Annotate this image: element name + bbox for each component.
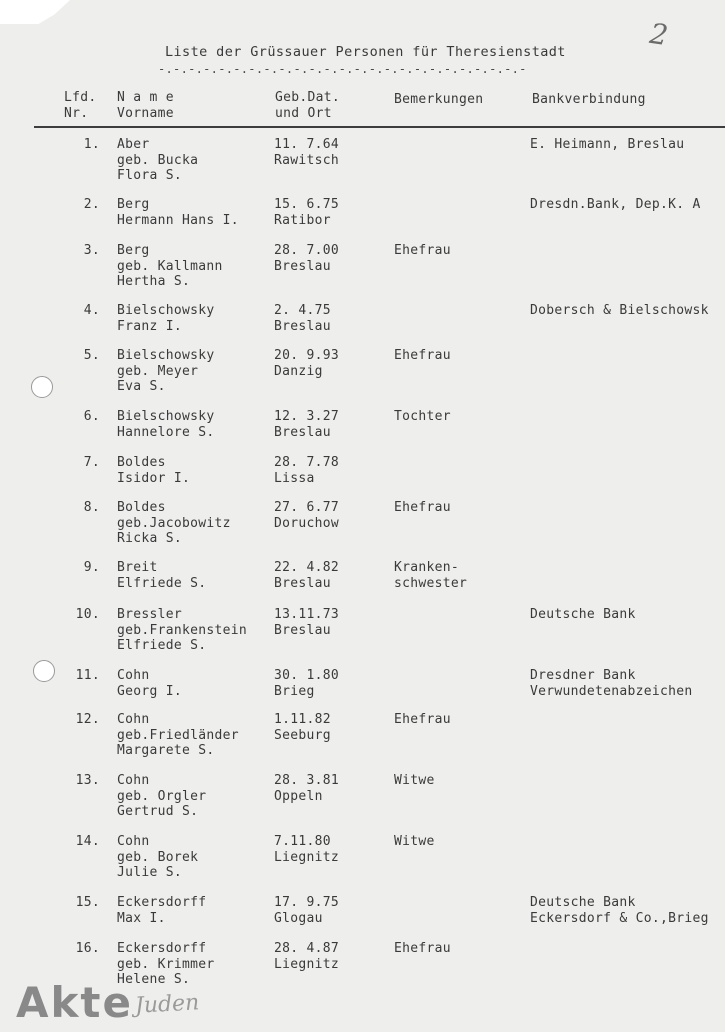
entry-remarks-line: Kranken- bbox=[394, 560, 460, 575]
entry-name bbox=[117, 607, 247, 654]
entry-name-line: Julie S. bbox=[117, 865, 183, 880]
entry-birth-line: 28. 7.00 bbox=[274, 243, 340, 258]
entry-birth bbox=[274, 455, 339, 486]
header-name-line-2: Vorname bbox=[117, 106, 174, 121]
entry-number: 11. bbox=[75, 668, 100, 683]
entry-birth bbox=[274, 834, 339, 865]
document-title: Liste der Grüssauer Personen für Theresienstadt bbox=[165, 44, 566, 60]
entry-birth-line: 2. 4.75 bbox=[274, 303, 331, 318]
entry-birth-line: Danzig bbox=[274, 363, 323, 379]
entry-name-line: Bressler bbox=[117, 607, 183, 622]
header-nr-line-1: Lfd. bbox=[64, 90, 97, 105]
entry-bank-line: Eckersdorf & Co.,Brieg bbox=[530, 910, 709, 926]
entry-birth-line: Breslau bbox=[274, 318, 331, 334]
entry-name-line: Cohn bbox=[117, 668, 150, 683]
header-rule bbox=[34, 126, 725, 128]
entry-number: 9. bbox=[83, 560, 100, 575]
entry-name-line: Georg I. bbox=[117, 683, 183, 699]
entry-remarks bbox=[394, 941, 451, 957]
handwritten-note: Juden bbox=[134, 990, 200, 1019]
header-remarks-line-1: Bemerkungen bbox=[394, 92, 484, 107]
entry-remarks-line: Ehefrau bbox=[394, 243, 451, 258]
entry-birth-line: Breslau bbox=[274, 258, 331, 274]
entry-name-line: geb.Friedländer bbox=[117, 727, 239, 743]
entry-name bbox=[117, 773, 206, 820]
entry-name-line: Berg bbox=[117, 243, 150, 258]
entry-name-line: Boldes bbox=[117, 500, 166, 515]
header-date-line-2: und Ort bbox=[275, 106, 332, 121]
entry-remarks bbox=[394, 243, 451, 259]
header-nr bbox=[64, 90, 97, 122]
entry-remarks bbox=[394, 348, 451, 364]
entry-birth-line: Glogau bbox=[274, 910, 323, 926]
entry-name-line: Aber bbox=[117, 137, 150, 152]
entry-birth-line: 20. 9.93 bbox=[274, 348, 340, 363]
entry-name-line: Hermann Hans I. bbox=[117, 212, 239, 228]
entry-name-line: geb. Kallmann bbox=[117, 258, 223, 274]
entry-name-line: Helene S. bbox=[117, 972, 191, 987]
entry-birth-line: Brieg bbox=[274, 683, 315, 699]
entry-name bbox=[117, 560, 206, 591]
entry-number: 1. bbox=[83, 137, 100, 152]
entry-birth-line: 12. 3.27 bbox=[274, 409, 340, 424]
entry-birth-line: Seeburg bbox=[274, 727, 331, 743]
entry-name-line: Isidor I. bbox=[117, 470, 191, 486]
entry-birth-line: 22. 4.82 bbox=[274, 560, 340, 575]
entry-name bbox=[117, 500, 231, 547]
entry-remarks-line: schwester bbox=[394, 575, 468, 591]
entry-number: 2. bbox=[83, 197, 100, 212]
entry-birth-line: 30. 1.80 bbox=[274, 668, 340, 683]
entry-name-line: Eva S. bbox=[117, 379, 166, 394]
entry-birth-line: Doruchow bbox=[274, 515, 340, 531]
entry-birth-line: Ratibor bbox=[274, 212, 331, 228]
entry-birth-line: Breslau bbox=[274, 575, 331, 591]
entry-birth-line: 28. 3.81 bbox=[274, 773, 340, 788]
entry-name-line: Margarete S. bbox=[117, 743, 215, 758]
entry-remarks bbox=[394, 409, 451, 425]
header-bank-line-1: Bankverbindung bbox=[532, 92, 646, 107]
entry-name bbox=[117, 348, 215, 395]
entry-name-line: Gertrud S. bbox=[117, 804, 199, 819]
entry-name bbox=[117, 137, 198, 184]
entry-remarks-line: Ehefrau bbox=[394, 712, 451, 727]
entry-number: 12. bbox=[75, 712, 100, 727]
entry-number: 8. bbox=[83, 500, 100, 515]
entry-name-line: Eckersdorff bbox=[117, 941, 207, 956]
entry-name-line: geb. Borek bbox=[117, 849, 199, 865]
entry-birth-line: 7.11.80 bbox=[274, 834, 331, 849]
page-number: 2 bbox=[647, 16, 671, 53]
entry-birth bbox=[274, 895, 339, 926]
entry-name bbox=[117, 409, 215, 440]
entry-name-line: Hannelore S. bbox=[117, 424, 215, 440]
entry-birth bbox=[274, 712, 331, 743]
entry-remarks-line: Tochter bbox=[394, 409, 451, 424]
entry-birth bbox=[274, 560, 339, 591]
header-name bbox=[117, 90, 174, 122]
header-bank bbox=[532, 92, 646, 108]
entry-name-line: geb.Frankenstein bbox=[117, 622, 248, 638]
entry-name-line: Elfriede S. bbox=[117, 638, 207, 653]
header-nr-line-2: Nr. bbox=[64, 106, 89, 121]
punch-hole bbox=[31, 376, 53, 398]
entry-birth bbox=[274, 348, 339, 379]
entry-number: 7. bbox=[83, 455, 100, 470]
entry-bank bbox=[530, 137, 684, 153]
entry-birth-line: 15. 6.75 bbox=[274, 197, 340, 212]
title-underline: -.-.-.-.-.-.-.-.-.-.-.-.-.-.-.-.-.-.-.-.-.-.-.-.- bbox=[158, 62, 527, 76]
entry-name bbox=[117, 303, 215, 334]
entry-birth bbox=[274, 773, 339, 804]
entry-birth bbox=[274, 409, 339, 440]
entry-remarks bbox=[394, 560, 467, 591]
entry-bank-line: Dresdner Bank bbox=[530, 668, 636, 683]
header-date bbox=[275, 90, 340, 122]
entry-birth bbox=[274, 607, 339, 638]
entry-name-line: geb. Bucka bbox=[117, 152, 199, 168]
entry-birth-line: 28. 4.87 bbox=[274, 941, 340, 956]
entry-name-line: Boldes bbox=[117, 455, 166, 470]
entry-bank bbox=[530, 197, 701, 213]
entry-birth-line: Breslau bbox=[274, 424, 331, 440]
entry-number: 10. bbox=[75, 607, 100, 622]
entry-number: 14. bbox=[75, 834, 100, 849]
entry-name bbox=[117, 712, 239, 759]
header-date-line-1: Geb.Dat. bbox=[275, 90, 341, 105]
entry-name bbox=[117, 455, 190, 486]
header-name-line-1: N a m e bbox=[117, 90, 174, 105]
entry-name-line: geb. Orgler bbox=[117, 788, 207, 804]
entry-birth-line: 1.11.82 bbox=[274, 712, 331, 727]
entry-name-line: Bielschowsky bbox=[117, 303, 215, 318]
entry-name bbox=[117, 668, 182, 699]
entry-name-line: Elfriede S. bbox=[117, 575, 207, 591]
entry-birth-line: Liegnitz bbox=[274, 956, 340, 972]
entry-name-line: Cohn bbox=[117, 773, 150, 788]
entry-name bbox=[117, 895, 206, 926]
entry-number: 6. bbox=[83, 409, 100, 424]
entry-number: 3. bbox=[83, 243, 100, 258]
entry-birth bbox=[274, 303, 331, 334]
entry-name-line: Hertha S. bbox=[117, 274, 191, 289]
entry-name bbox=[117, 834, 198, 881]
akte-stamp: Akte bbox=[16, 978, 133, 1027]
entry-bank-line: Dobersch & Bielschowsk bbox=[530, 303, 709, 318]
entry-name-line: Bielschowsky bbox=[117, 348, 215, 363]
entry-name-line: Cohn bbox=[117, 834, 150, 849]
entry-remarks-line: Ehefrau bbox=[394, 500, 451, 515]
entry-remarks-line: Ehefrau bbox=[394, 941, 451, 956]
punch-hole bbox=[33, 660, 55, 682]
entry-birth bbox=[274, 941, 339, 972]
entry-name-line: Eckersdorff bbox=[117, 895, 207, 910]
entry-birth-line: 17. 9.75 bbox=[274, 895, 340, 910]
entry-name-line: Flora S. bbox=[117, 168, 183, 183]
entry-number: 15. bbox=[75, 895, 100, 910]
entry-bank bbox=[530, 303, 709, 319]
entry-birth-line: Oppeln bbox=[274, 788, 323, 804]
entry-remarks bbox=[394, 773, 435, 789]
entry-name-line: Franz I. bbox=[117, 318, 183, 334]
entry-birth-line: 11. 7.64 bbox=[274, 137, 340, 152]
entry-remarks bbox=[394, 834, 435, 850]
entry-name bbox=[117, 197, 239, 228]
entry-bank-line: Deutsche Bank bbox=[530, 895, 636, 910]
entry-name-line: geb.Jacobowitz bbox=[117, 515, 231, 531]
entry-birth bbox=[274, 197, 339, 228]
entry-birth-line: 13.11.73 bbox=[274, 607, 340, 622]
entry-name-line: geb. Krimmer bbox=[117, 956, 215, 972]
entry-bank-line: Deutsche Bank bbox=[530, 607, 636, 622]
entry-bank bbox=[530, 895, 709, 926]
entry-birth-line: Liegnitz bbox=[274, 849, 340, 865]
entry-remarks-line: Witwe bbox=[394, 834, 435, 849]
entry-name-line: Breit bbox=[117, 560, 158, 575]
entry-remarks-line: Ehefrau bbox=[394, 348, 451, 363]
entry-name-line: Berg bbox=[117, 197, 150, 212]
torn-corner bbox=[0, 0, 70, 24]
entry-remarks-line: Witwe bbox=[394, 773, 435, 788]
header-remarks bbox=[394, 92, 483, 108]
entry-birth bbox=[274, 137, 339, 168]
entry-bank-line: E. Heimann, Breslau bbox=[530, 137, 685, 152]
entry-number: 4. bbox=[83, 303, 100, 318]
entry-birth-line: Lissa bbox=[274, 470, 315, 486]
entry-birth bbox=[274, 500, 339, 531]
entry-number: 16. bbox=[75, 941, 100, 956]
entry-birth-line: Rawitsch bbox=[274, 152, 340, 168]
entry-birth-line: 28. 7.78 bbox=[274, 455, 340, 470]
entry-name-line: Ricka S. bbox=[117, 531, 183, 546]
entry-birth-line: 27. 6.77 bbox=[274, 500, 340, 515]
entry-name-line: Cohn bbox=[117, 712, 150, 727]
entry-name-line: Max I. bbox=[117, 910, 166, 926]
entry-bank-line: Verwundetenabzeichen bbox=[530, 683, 693, 699]
entry-birth bbox=[274, 668, 339, 699]
entry-number: 5. bbox=[83, 348, 100, 363]
entry-bank-line: Dresdn.Bank, Dep.K. A bbox=[530, 197, 701, 212]
entry-bank bbox=[530, 607, 636, 623]
entry-birth bbox=[274, 243, 339, 274]
entry-number: 13. bbox=[75, 773, 100, 788]
entry-remarks bbox=[394, 712, 451, 728]
entry-name bbox=[117, 243, 223, 290]
entry-bank bbox=[530, 668, 693, 699]
entry-birth-line: Breslau bbox=[274, 622, 331, 638]
entry-name-line: geb. Meyer bbox=[117, 363, 199, 379]
entry-name-line: Bielschowsky bbox=[117, 409, 215, 424]
entry-remarks bbox=[394, 500, 451, 516]
